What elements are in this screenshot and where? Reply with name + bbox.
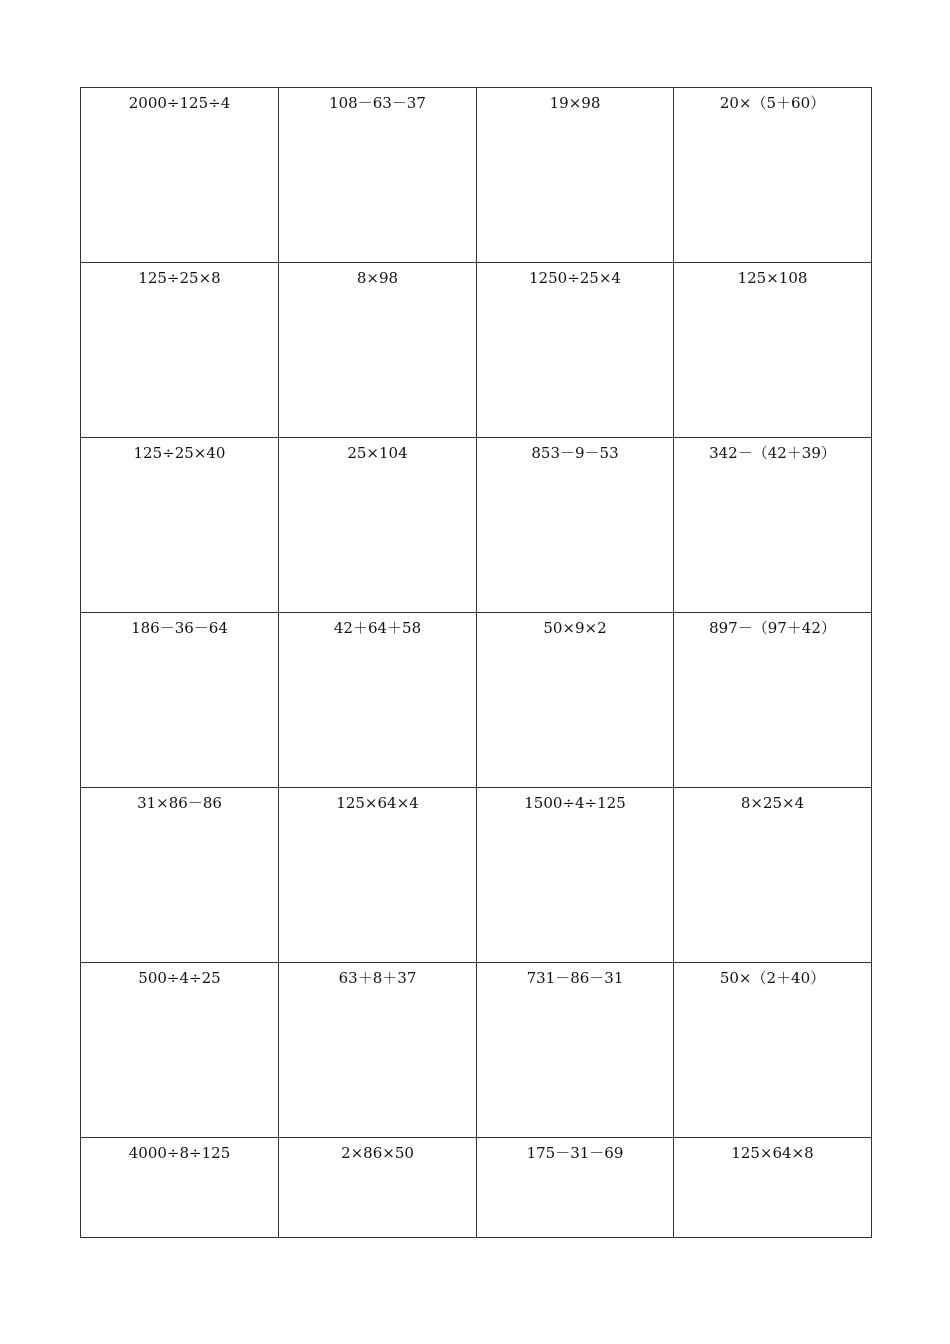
problem-cell [477,963,674,1138]
problem-cell [674,263,872,438]
problem-expression: 108－63－37 [329,94,426,112]
problem-cell [477,1138,674,1238]
problem-cell [279,263,477,438]
problem-cell [81,88,279,263]
problem-cell [279,438,477,613]
worksheet-row [81,438,872,613]
problem-expression: 125×108 [737,269,808,287]
problem-expression: 25×104 [347,444,408,462]
problem-cell [477,613,674,788]
problem-cell [279,1138,477,1238]
problem-expression: 186－36－64 [131,619,228,637]
problem-cell [279,963,477,1138]
worksheet-row [81,963,872,1138]
problem-cell [674,788,872,963]
problem-expression: 42＋64＋58 [333,619,422,637]
problem-expression: 853－9－53 [531,444,619,462]
problem-cell [81,438,279,613]
worksheet-row [81,263,872,438]
problem-expression: 19×98 [549,94,601,112]
problem-expression: 2×86×50 [341,1144,414,1162]
problem-cell [279,613,477,788]
problem-cell [674,438,872,613]
problem-cell [279,88,477,263]
problem-expression: 125×64×4 [336,794,419,812]
problem-expression: 500÷4÷25 [138,969,221,987]
problem-cell [81,788,279,963]
worksheet-row [81,88,872,263]
problem-cell [477,438,674,613]
problem-expression: 175－31－69 [526,1144,624,1162]
problem-cell [477,88,674,263]
problem-cell [674,88,872,263]
problem-expression: 125÷25×40 [133,444,226,462]
problem-expression: 50×（2＋40） [719,969,826,987]
problem-cell [81,1138,279,1238]
problem-expression: 731－86－31 [526,969,624,987]
problem-expression: 125÷25×8 [138,269,221,287]
problem-cell [477,788,674,963]
problem-expression: 2000÷125÷4 [128,94,231,112]
problem-cell [81,963,279,1138]
problem-expression: 1500÷4÷125 [524,794,626,812]
problem-cell [674,963,872,1138]
problem-expression: 897－（97＋42） [709,619,836,637]
problem-cell [279,788,477,963]
worksheet-row [81,788,872,963]
problem-cell [674,1138,872,1238]
problem-expression: 125×64×8 [731,1144,814,1162]
calculation-worksheet-table [80,87,872,1238]
problem-cell [477,263,674,438]
problem-cell [674,613,872,788]
worksheet-row [81,1138,872,1238]
problem-expression: 63＋8＋37 [338,969,417,987]
problem-cell [81,613,279,788]
problem-expression: 20×（5＋60） [719,94,826,112]
problem-expression: 50×9×2 [543,619,607,637]
problem-expression: 31×86－86 [137,794,222,812]
problem-expression: 8×25×4 [740,794,805,812]
worksheet-row [81,613,872,788]
problem-expression: 1250÷25×4 [529,269,621,287]
problem-cell [81,263,279,438]
problem-expression: 8×98 [356,269,399,287]
problem-expression: 342－（42＋39） [709,444,836,462]
problem-expression: 4000÷8÷125 [128,1144,231,1162]
